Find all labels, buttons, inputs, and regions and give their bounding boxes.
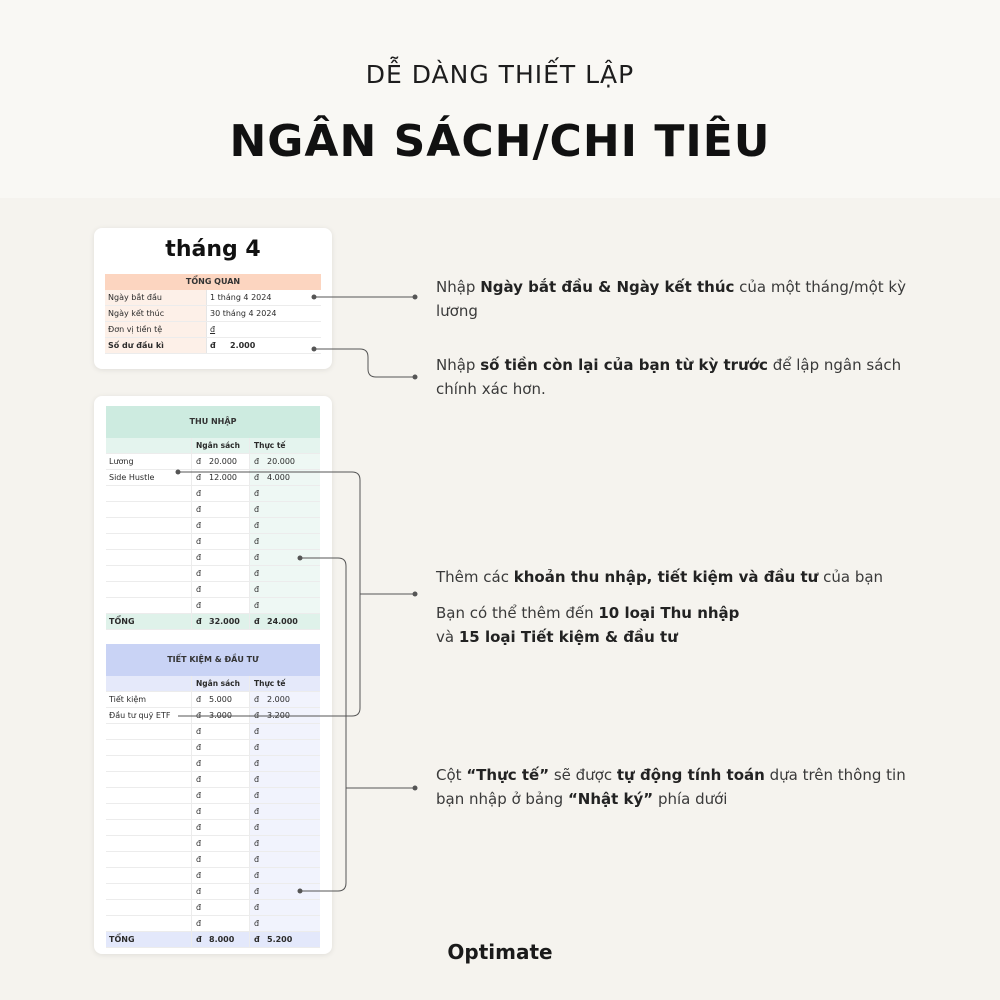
note-emphasis: “Nhật ký” xyxy=(567,790,654,808)
actual-cell xyxy=(250,884,320,899)
currency-symbol: đ xyxy=(196,553,202,562)
currency-symbol: đ xyxy=(254,601,260,610)
budget-cell[interactable] xyxy=(192,534,250,549)
end-date-row[interactable] xyxy=(105,306,321,322)
currency-symbol: đ xyxy=(254,775,260,784)
note-emphasis: 10 loại Thu nhập xyxy=(598,604,740,622)
row-label: Ngày bắt đầu xyxy=(105,290,207,305)
actual-cell xyxy=(250,692,320,707)
currency-symbol: đ xyxy=(196,473,202,482)
budget-cell[interactable] xyxy=(192,692,250,707)
budget-cell[interactable] xyxy=(192,852,250,867)
table-row[interactable] xyxy=(106,772,320,788)
table-row[interactable] xyxy=(106,724,320,740)
item-name[interactable] xyxy=(106,518,192,533)
currency-symbol: đ xyxy=(196,617,202,626)
month-title: tháng 4 xyxy=(165,237,261,262)
actual-value: 4.000 xyxy=(267,473,290,482)
brand-logo: Optimate xyxy=(447,940,553,964)
actual-cell xyxy=(250,820,320,835)
savings-table xyxy=(106,644,320,948)
item-name[interactable] xyxy=(106,756,192,771)
actual-cell xyxy=(250,486,320,501)
table-row[interactable] xyxy=(106,518,320,534)
table-row[interactable] xyxy=(106,534,320,550)
actual-cell xyxy=(250,836,320,851)
actual-cell xyxy=(250,454,320,469)
budget-cell[interactable] xyxy=(192,708,250,723)
budget-cell[interactable] xyxy=(192,884,250,899)
budget-tables-card xyxy=(94,396,332,954)
item-name[interactable] xyxy=(106,486,192,501)
table-row[interactable] xyxy=(106,788,320,804)
currency-symbol: đ xyxy=(254,537,260,546)
actual-cell xyxy=(250,900,320,915)
budget-cell[interactable] xyxy=(192,724,250,739)
currency-symbol: đ xyxy=(196,871,202,880)
item-name[interactable] xyxy=(106,804,192,819)
table-row[interactable] xyxy=(106,836,320,852)
actual-cell xyxy=(250,518,320,533)
actual-column-header: Thực tế xyxy=(250,438,320,453)
savings-column-headers xyxy=(106,676,320,692)
actual-cell xyxy=(250,708,320,723)
currency-symbol: đ xyxy=(196,601,202,610)
currency-value[interactable]: đ xyxy=(210,325,216,334)
note-text: Cột xyxy=(436,766,467,784)
currency-symbol: đ xyxy=(254,871,260,880)
savings-table-title: TIẾT KIỆM & ĐẦU TƯ xyxy=(106,644,320,676)
savings-total-actual: 5.200 xyxy=(267,935,293,944)
note-add-items xyxy=(436,565,906,589)
note-text: Nhập xyxy=(436,278,481,296)
table-row[interactable] xyxy=(106,502,320,518)
currency-symbol: đ xyxy=(254,473,260,482)
currency-symbol: đ xyxy=(254,807,260,816)
table-row[interactable] xyxy=(106,884,320,900)
budget-cell[interactable] xyxy=(192,756,250,771)
budget-cell[interactable] xyxy=(192,582,250,597)
opening-balance-row[interactable] xyxy=(105,338,321,354)
budget-cell[interactable] xyxy=(192,470,250,485)
currency-symbol: đ xyxy=(196,775,202,784)
currency-symbol: đ xyxy=(196,695,202,704)
note-emphasis: tự động tính toán xyxy=(616,766,765,784)
currency-symbol: đ xyxy=(196,887,202,896)
budget-value: 5.000 xyxy=(209,695,232,704)
currency-symbol: đ xyxy=(196,585,202,594)
table-row[interactable] xyxy=(106,454,320,470)
connector-dot xyxy=(413,375,418,380)
currency-symbol: đ xyxy=(196,839,202,848)
budget-column-header: Ngân sách xyxy=(192,438,250,453)
budget-column-header: Ngân sách xyxy=(192,676,250,691)
currency-symbol: đ xyxy=(196,489,202,498)
table-row[interactable] xyxy=(106,598,320,614)
income-total-row xyxy=(106,614,320,630)
item-name[interactable] xyxy=(106,916,192,931)
note-balance xyxy=(436,353,906,401)
actual-cell xyxy=(250,756,320,771)
note-limits xyxy=(436,601,906,649)
item-name[interactable]: Tiết kiệm xyxy=(106,692,192,707)
currency-symbol: đ xyxy=(254,585,260,594)
currency-symbol: đ xyxy=(196,537,202,546)
actual-cell xyxy=(250,788,320,803)
currency-symbol: đ xyxy=(254,759,260,768)
page-subtitle: DỄ DÀNG THIẾT LẬP xyxy=(365,60,635,89)
item-name[interactable] xyxy=(106,582,192,597)
item-name[interactable] xyxy=(106,598,192,613)
currency-symbol: đ xyxy=(254,743,260,752)
budget-cell[interactable] xyxy=(192,820,250,835)
currency-symbol: đ xyxy=(254,919,260,928)
income-table-title: THU NHẬP xyxy=(106,406,320,438)
currency-symbol: đ xyxy=(196,903,202,912)
currency-symbol: đ xyxy=(254,505,260,514)
table-row[interactable] xyxy=(106,708,320,724)
actual-cell xyxy=(250,852,320,867)
budget-value: 12.000 xyxy=(209,473,237,482)
currency-symbol: đ xyxy=(254,935,260,944)
actual-cell xyxy=(250,804,320,819)
currency-symbol: đ xyxy=(196,457,202,466)
item-name[interactable]: Side Hustle xyxy=(106,470,192,485)
currency-symbol: đ xyxy=(254,727,260,736)
note-text: Thêm các xyxy=(436,568,514,586)
note-emphasis: khoản thu nhập, tiết kiệm và đầu tư xyxy=(513,568,819,586)
currency-symbol: đ xyxy=(254,489,260,498)
table-row[interactable] xyxy=(106,692,320,708)
note-emphasis: “Thực tế” xyxy=(466,766,550,784)
total-label: TỔNG xyxy=(106,932,192,947)
actual-cell xyxy=(250,582,320,597)
budget-cell[interactable] xyxy=(192,518,250,533)
table-row[interactable] xyxy=(106,804,320,820)
budget-cell[interactable] xyxy=(192,788,250,803)
table-row[interactable] xyxy=(106,756,320,772)
actual-value: 3.200 xyxy=(267,711,290,720)
table-row[interactable] xyxy=(106,868,320,884)
actual-cell xyxy=(250,916,320,931)
item-name[interactable] xyxy=(106,852,192,867)
item-name[interactable] xyxy=(106,868,192,883)
item-name[interactable] xyxy=(106,566,192,581)
currency-symbol: đ xyxy=(196,855,202,864)
note-text: sẽ được xyxy=(549,766,617,784)
table-row[interactable] xyxy=(106,470,320,486)
currency-symbol: đ xyxy=(196,919,202,928)
currency-symbol: đ xyxy=(254,791,260,800)
currency-symbol: đ xyxy=(254,887,260,896)
income-table xyxy=(106,406,320,630)
budget-cell[interactable] xyxy=(192,598,250,613)
income-total-budget: 32.000 xyxy=(209,617,240,626)
overview-heading: TỔNG QUAN xyxy=(105,274,321,290)
currency-symbol: đ xyxy=(196,935,202,944)
overview-card xyxy=(94,228,332,369)
actual-cell xyxy=(250,566,320,581)
item-name[interactable] xyxy=(106,550,192,565)
currency-symbol: đ xyxy=(196,505,202,514)
actual-cell xyxy=(250,598,320,613)
item-name[interactable] xyxy=(106,788,192,803)
currency-symbol: đ xyxy=(254,569,260,578)
page-title: NGÂN SÁCH/CHI TIÊU xyxy=(229,116,771,167)
connector-dot xyxy=(413,786,418,791)
opening-balance-value[interactable] xyxy=(207,338,321,353)
budget-cell[interactable] xyxy=(192,772,250,787)
note-text: của một tháng/một kỳ lương xyxy=(436,278,906,320)
item-name[interactable]: Đầu tư quỹ ETF xyxy=(106,708,192,723)
table-row[interactable] xyxy=(106,820,320,836)
item-name[interactable] xyxy=(106,534,192,549)
currency-symbol: đ xyxy=(254,839,260,848)
currency-symbol: đ xyxy=(254,855,260,864)
currency-symbol: đ xyxy=(196,743,202,752)
currency-symbol: đ xyxy=(254,823,260,832)
currency-symbol: đ xyxy=(254,521,260,530)
header-band xyxy=(0,0,1000,198)
budget-cell[interactable] xyxy=(192,486,250,501)
budget-cell[interactable] xyxy=(192,454,250,469)
actual-column-header: Thực tế xyxy=(250,676,320,691)
item-name[interactable] xyxy=(106,502,192,517)
budget-cell[interactable] xyxy=(192,868,250,883)
budget-cell[interactable] xyxy=(192,550,250,565)
actual-value: 20.000 xyxy=(267,457,295,466)
note-text: và xyxy=(436,628,459,646)
item-name[interactable] xyxy=(106,900,192,915)
note-emphasis: Ngày bắt đầu & Ngày kết thúc xyxy=(480,278,735,296)
overview-table xyxy=(105,274,321,354)
budget-value: 3.000 xyxy=(209,711,232,720)
note-emphasis: số tiền còn lại của bạn từ kỳ trước xyxy=(480,356,768,374)
currency-symbol: đ xyxy=(196,823,202,832)
currency-symbol: đ xyxy=(196,727,202,736)
start-date-row[interactable] xyxy=(105,290,321,306)
note-text: của bạn xyxy=(818,568,884,586)
note-emphasis: 15 loại Tiết kiệm & đầu tư xyxy=(458,628,678,646)
income-total-actual: 24.000 xyxy=(267,617,298,626)
note-text: dựa trên thông tin bạn nhập ở bảng xyxy=(436,766,906,808)
actual-value: 2.000 xyxy=(267,695,290,704)
currency-symbol: đ xyxy=(196,807,202,816)
actual-cell xyxy=(250,724,320,739)
actual-cell xyxy=(250,502,320,517)
currency-symbol: đ xyxy=(196,711,202,720)
budget-cell[interactable] xyxy=(192,900,250,915)
actual-cell xyxy=(250,740,320,755)
currency-symbol: đ xyxy=(254,617,260,626)
actual-cell xyxy=(250,868,320,883)
connector-dot xyxy=(413,592,418,597)
row-label: Đơn vị tiền tệ xyxy=(105,322,207,337)
item-name[interactable] xyxy=(106,820,192,835)
actual-cell xyxy=(250,550,320,565)
note-text: để lập ngân sách chính xác hơn. xyxy=(436,356,902,398)
total-label: TỔNG xyxy=(106,614,192,629)
budget-cell[interactable] xyxy=(192,836,250,851)
currency-symbol: đ xyxy=(210,341,216,350)
currency-symbol: đ xyxy=(254,553,260,562)
item-name[interactable] xyxy=(106,740,192,755)
currency-row[interactable] xyxy=(105,322,321,338)
table-row[interactable] xyxy=(106,740,320,756)
opening-balance-amount: 2.000 xyxy=(230,341,256,350)
budget-cell[interactable] xyxy=(192,502,250,517)
savings-total-budget: 8.000 xyxy=(209,935,235,944)
end-date-value[interactable]: 30 tháng 4 2024 xyxy=(210,309,277,318)
item-name[interactable] xyxy=(106,724,192,739)
actual-cell xyxy=(250,470,320,485)
item-name[interactable] xyxy=(106,836,192,851)
note-actual-column xyxy=(436,763,906,811)
table-row[interactable] xyxy=(106,550,320,566)
table-row[interactable] xyxy=(106,900,320,916)
item-name[interactable]: Lương xyxy=(106,454,192,469)
currency-symbol: đ xyxy=(254,903,260,912)
currency-symbol: đ xyxy=(254,457,260,466)
table-row[interactable] xyxy=(106,566,320,582)
budget-cell[interactable] xyxy=(192,740,250,755)
actual-cell xyxy=(250,534,320,549)
item-name[interactable] xyxy=(106,884,192,899)
row-label: Ngày kết thúc xyxy=(105,306,207,321)
income-column-headers xyxy=(106,438,320,454)
savings-rows xyxy=(106,692,320,932)
start-date-value[interactable]: 1 tháng 4 2024 xyxy=(210,293,272,302)
income-rows xyxy=(106,454,320,614)
budget-cell[interactable] xyxy=(192,804,250,819)
connector-dot xyxy=(413,295,418,300)
note-text: Nhập xyxy=(436,356,481,374)
budget-value: 20.000 xyxy=(209,457,237,466)
currency-symbol: đ xyxy=(196,759,202,768)
currency-symbol: đ xyxy=(196,791,202,800)
note-text: Bạn có thể thêm đến xyxy=(436,604,599,622)
item-name[interactable] xyxy=(106,772,192,787)
budget-cell[interactable] xyxy=(192,566,250,581)
budget-cell[interactable] xyxy=(192,916,250,931)
actual-cell xyxy=(250,772,320,787)
table-row[interactable] xyxy=(106,486,320,502)
note-text: phía dưới xyxy=(653,790,728,808)
row-label: Số dư đầu kì xyxy=(105,338,207,353)
table-row[interactable] xyxy=(106,582,320,598)
table-row[interactable] xyxy=(106,916,320,932)
currency-symbol: đ xyxy=(196,569,202,578)
table-row[interactable] xyxy=(106,852,320,868)
currency-symbol: đ xyxy=(254,695,260,704)
currency-symbol: đ xyxy=(254,711,260,720)
currency-symbol: đ xyxy=(196,521,202,530)
note-dates xyxy=(436,275,906,323)
